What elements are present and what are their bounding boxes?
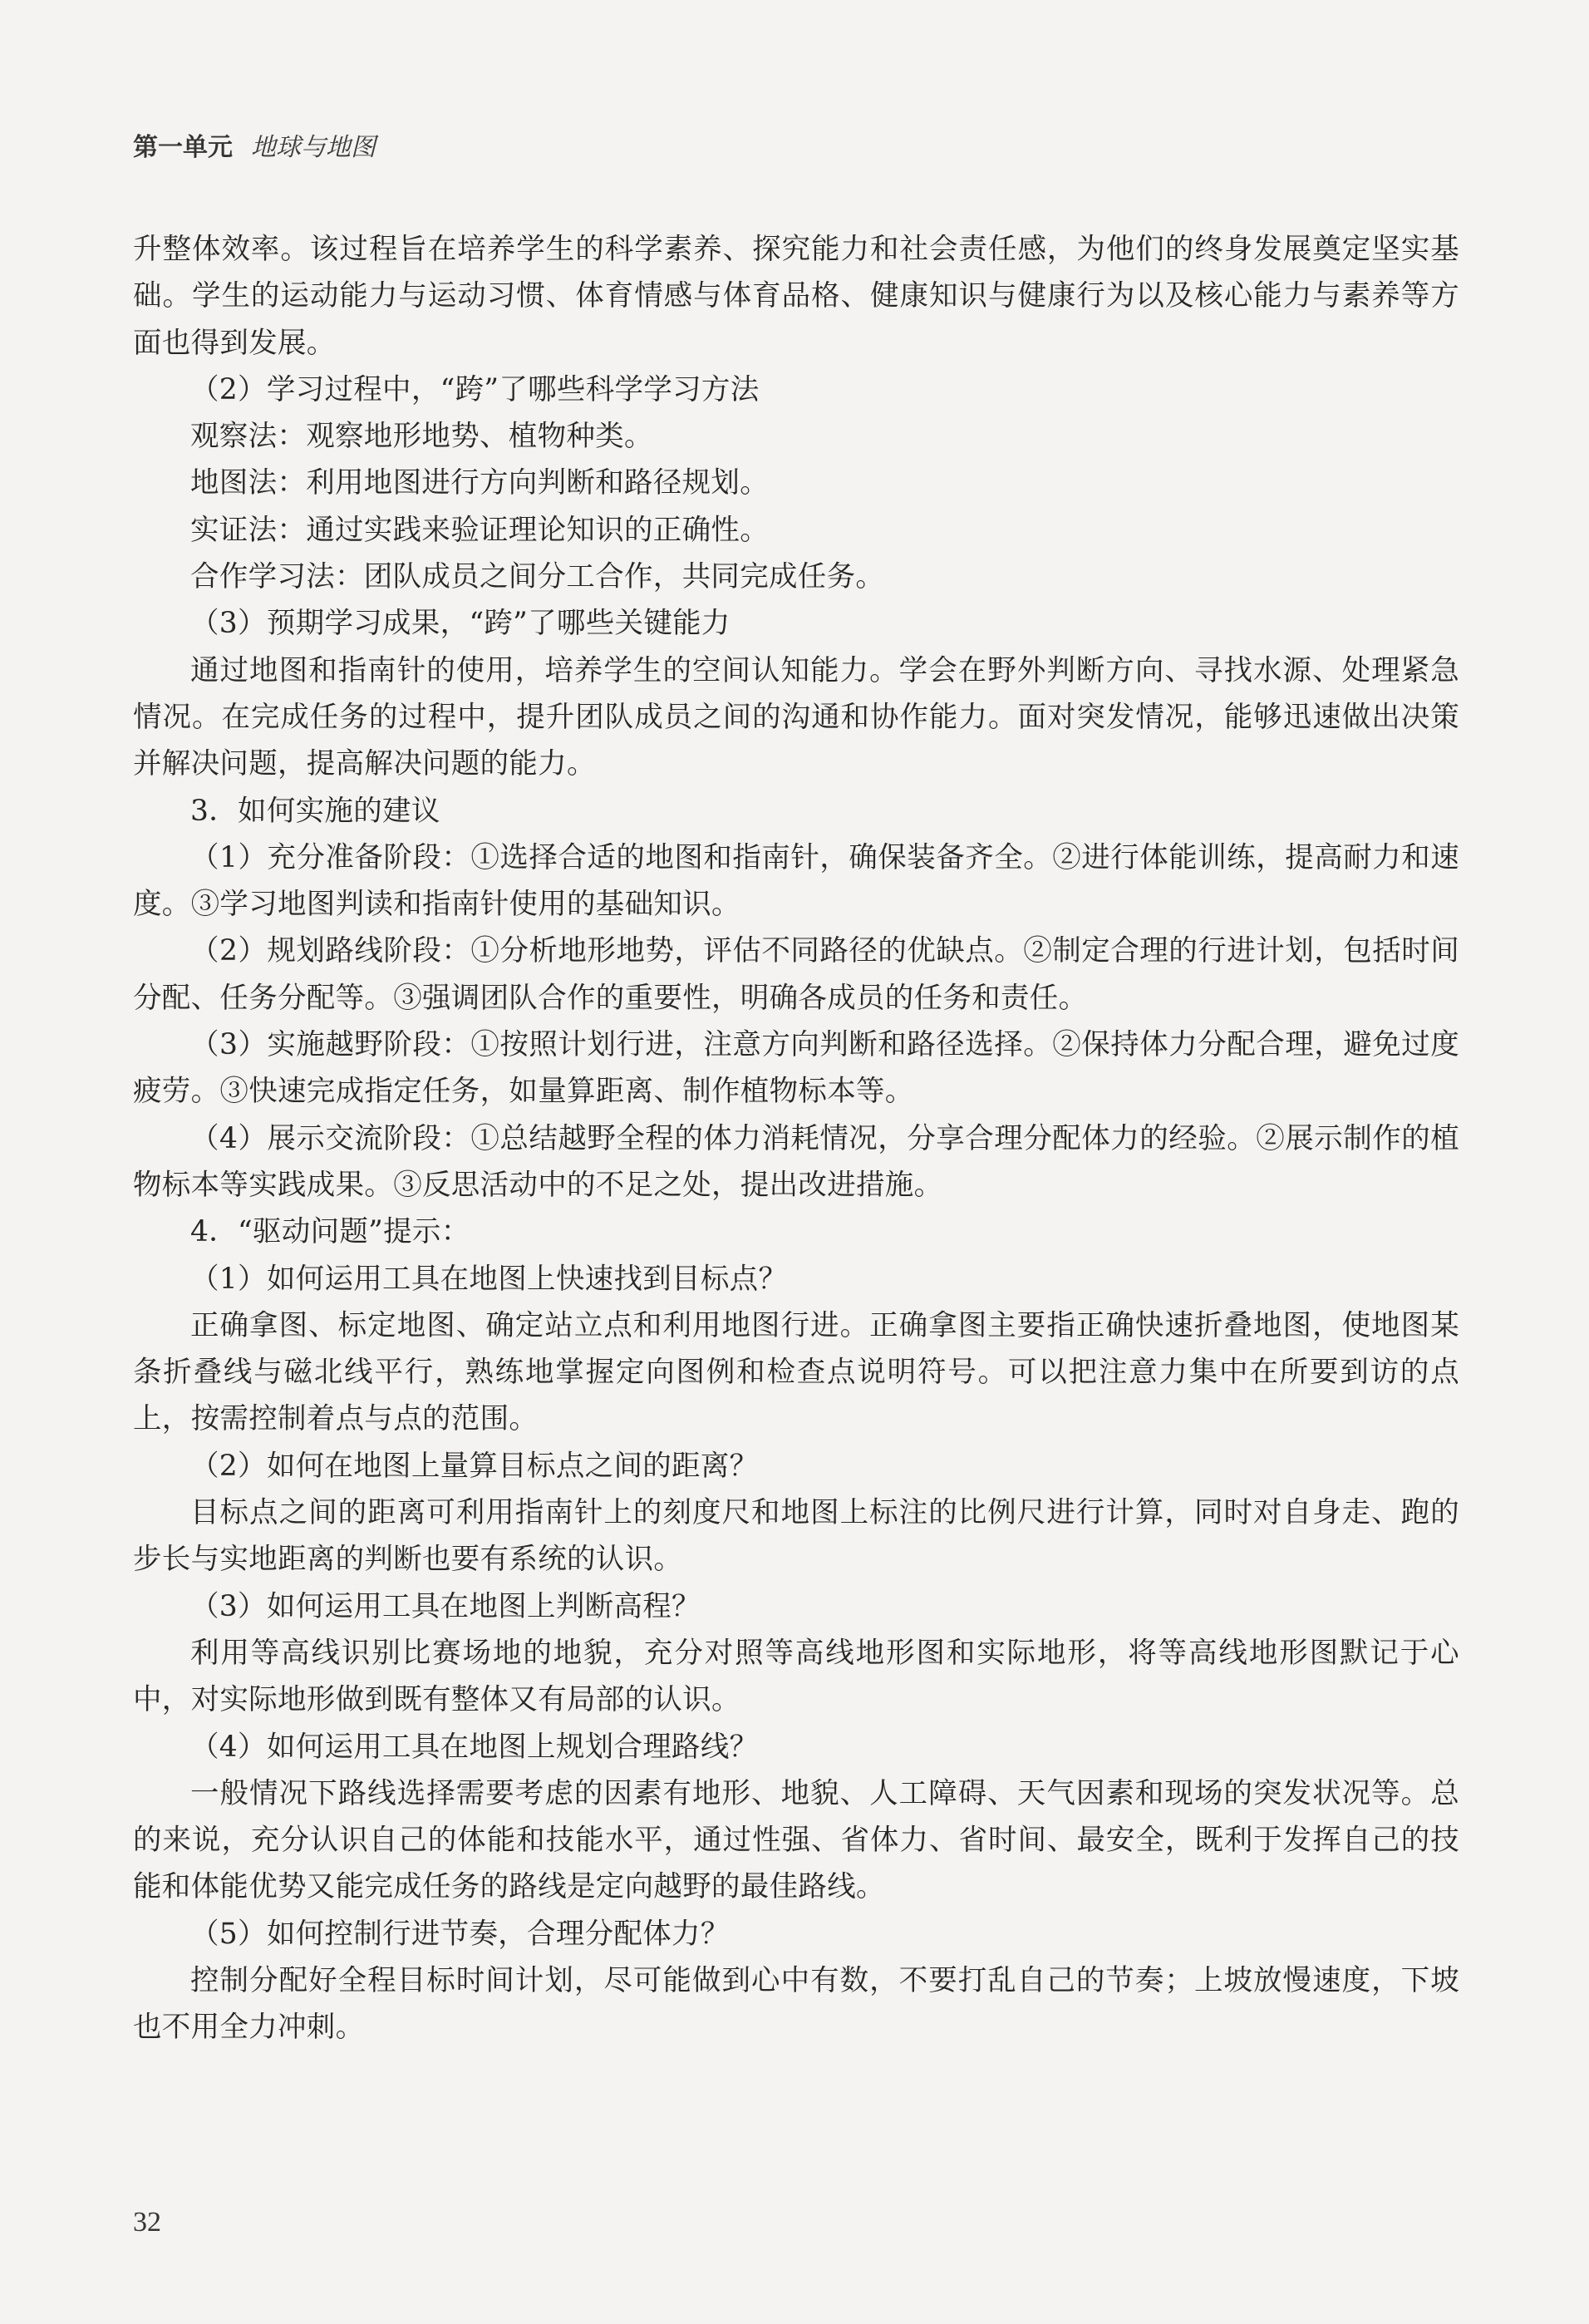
paragraph-key-abilities: 通过地图和指南针的使用，培养学生的空间认知能力。学会在野外判断方向、寻找水源、处理紧急情况。在完成任务的过程中，提升团队成员之间的沟通和协作能力。面对突发情况，能够迅速做出决策并解决问题，提高解决问题的能力。 bbox=[133, 653, 1459, 781]
subheading-learning-methods: （2）学习过程中，“跨”了哪些科学学习方法 bbox=[190, 372, 760, 406]
paragraph-empirical-method: 实证法：通过实践来验证理论知识的正确性。 bbox=[190, 513, 769, 547]
body-text bbox=[133, 226, 1459, 2051]
answer-2: 目标点之间的距离可利用指南针上的刻度尺和地图上标注的比例尺进行计算，同时对自身走、跑的步长与实地距离的判断也要有系统的认识。 bbox=[133, 1496, 1459, 1577]
running-header bbox=[133, 131, 376, 165]
unit-label: 第一单元 bbox=[133, 133, 233, 162]
answer-5: 控制分配好全程目标时间计划，尽可能做到心中有数，不要打乱自己的节奏；上坡放慢速度，下坡也不用全力冲刺。 bbox=[133, 1963, 1459, 2045]
paragraph-planning-stage: （2）规划路线阶段：①分析地形地势，评估不同路径的优缺点。②制定合理的行进计划，包括时间分配、任务分配等。③强调团队合作的重要性，明确各成员的任务和责任。 bbox=[133, 934, 1459, 1015]
section-heading-driving-questions: 4．“驱动问题”提示： bbox=[190, 1215, 470, 1249]
answer-4: 一般情况下路线选择需要考虑的因素有地形、地貌、人工障碍、天气因素和现场的突发状况等。总的来说，充分认识自己的体能和技能水平，通过性强、省体力、省时间、最安全，既利于发挥自己的技能和体能优势又能完成任务的路线是定向越野的最佳路线。 bbox=[133, 1776, 1459, 1904]
question-5: （5）如何控制行进节奏，合理分配体力？ bbox=[190, 1917, 730, 1951]
paragraph-preparation-stage: （1）充分准备阶段：①选择合适的地图和指南针，确保装备齐全。②进行体能训练，提高耐力和速度。③学习地图判读和指南针使用的基础知识。 bbox=[133, 840, 1459, 922]
section-heading-implementation: 3．如何实施的建议 bbox=[190, 794, 440, 828]
page-number: 32 bbox=[133, 2207, 161, 2238]
paragraph-observation-method: 观察法：观察地形地势、植物种类。 bbox=[190, 420, 653, 454]
question-2: （2）如何在地图上量算目标点之间的距离？ bbox=[190, 1449, 759, 1483]
paragraph-execution-stage: （3）实施越野阶段：①按照计划行进，注意方向判断和路径选择。②保持体力分配合理，避免过度疲劳。③快速完成指定任务，如量算距离、制作植物标本等。 bbox=[133, 1028, 1459, 1109]
paragraph-continuation: 升整体效率。该过程旨在培养学生的科学素养、探究能力和社会责任感，为他们的终身发展奠定坚实基础。学生的运动能力与运动习惯、体育情感与体育品格、健康知识与健康行为以及核心能力与素养等方面也得到发展。 bbox=[133, 233, 1459, 360]
answer-3: 利用等高线识别比赛场地的地貌，充分对照等高线地形图和实际地形，将等高线地形图默记于心中，对实际地形做到既有整体又有局部的认识。 bbox=[133, 1636, 1459, 1717]
unit-topic: 地球与地图 bbox=[251, 133, 376, 162]
question-3: （3）如何运用工具在地图上判断高程？ bbox=[190, 1589, 701, 1623]
question-1: （1）如何运用工具在地图上快速找到目标点？ bbox=[190, 1262, 788, 1296]
question-4: （4）如何运用工具在地图上规划合理路线？ bbox=[190, 1730, 759, 1764]
answer-1: 正确拿图、标定地图、确定站立点和利用地图行进。正确拿图主要指正确快速折叠地图，使地图某条折叠线与磁北线平行，熟练地掌握定向图例和检查点说明符号。可以把注意力集中在所要到访的点上，按需控制着点与点的范围。 bbox=[133, 1308, 1459, 1436]
paragraph-map-method: 地图法：利用地图进行方向判断和路径规划。 bbox=[190, 466, 769, 500]
paragraph-cooperative-method: 合作学习法：团队成员之间分工合作，共同完成任务。 bbox=[190, 560, 885, 594]
paragraph-sharing-stage: （4）展示交流阶段：①总结越野全程的体力消耗情况，分享合理分配体力的经验。②展示制作的植物标本等实践成果。③反思活动中的不足之处，提出改进措施。 bbox=[133, 1121, 1459, 1202]
subheading-key-abilities: （3）预期学习成果，“跨”了哪些关键能力 bbox=[190, 607, 731, 641]
